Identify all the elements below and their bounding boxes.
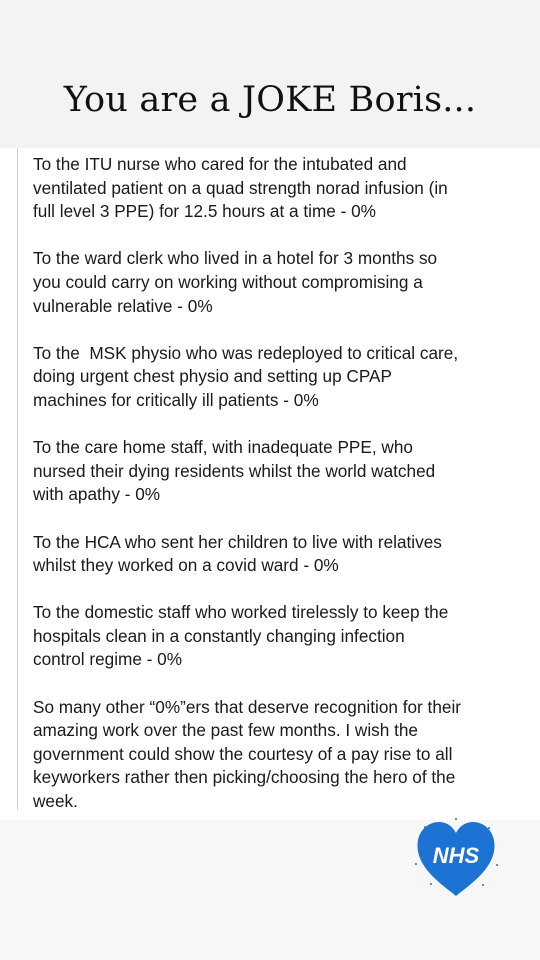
nhs-logo-text: NHS [432, 843, 480, 868]
note-body [33, 153, 525, 837]
header-banner [0, 0, 540, 148]
paragraph-closing: So many other “0%”ers that deserve recognition for their amazing work over the past few months. I wish the government could show the courtesy of a pay rise to all keyworkers rather then picking/choosing the hero of the week. [33, 696, 461, 812]
paragraph-care-home-staff: To the care home staff, with inadequate PPE, who nursed their dying residents whilst the world watched with apathy - 0% [33, 437, 436, 505]
paragraph-domestic-staff: To the domestic staff who worked tirelessly to keep the hospitals clean in a constantly changing infection control regime - 0% [33, 602, 449, 670]
nhs-heart-icon [413, 818, 499, 898]
page-title: You are a JOKE Boris... [63, 80, 477, 120]
margin-rule [17, 148, 18, 810]
paragraph-hca: To the HCA who sent her children to live with relatives whilst they worked on a covid ward - 0% [33, 531, 442, 576]
paragraph-msk-physio: To the MSK physio who was redeployed to critical care, doing urgent chest physio and setting up CPAP machines for critically ill patients - 0% [33, 342, 459, 410]
paragraph-ward-clerk: To the ward clerk who lived in a hotel for 3 months so you could carry on working without compromising a vulnerable relative - 0% [33, 248, 438, 316]
paragraph-itu-nurse: To the ITU nurse who cared for the intubated and ventilated patient on a quad strength norad infusion (in full level 3 PPE) for 12.5 hours at a time - 0% [33, 154, 448, 222]
